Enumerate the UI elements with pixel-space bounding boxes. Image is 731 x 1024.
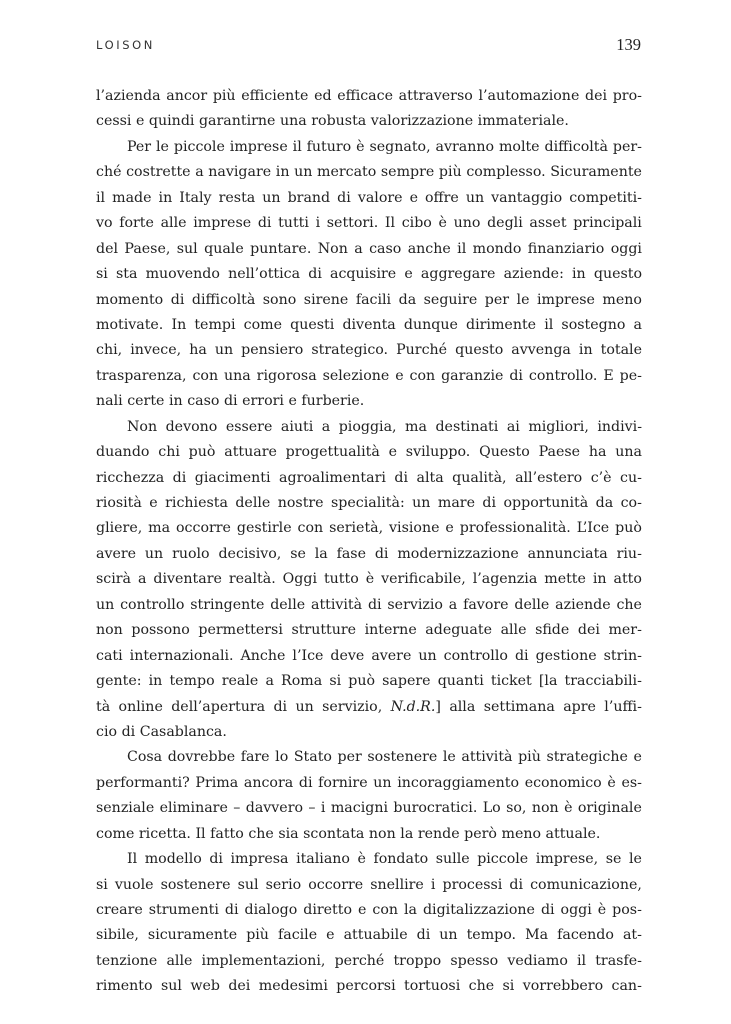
text-line: non possono permettersi strutture interne adeguate alle sfide dei mer- [96, 622, 642, 639]
text-line: cati internazionali. Anche l’Ice deve avere un controllo di gestione strin- [96, 647, 642, 664]
text-line: gliere, ma occorre gestirle con serietà, visione e professionalità. L’Ice può [96, 520, 642, 537]
text-line: Cosa dovrebbe fare lo Stato per sostenere le attività più strategiche e [127, 749, 642, 766]
text-line: ricchezza di giacimenti agroalimentari di alta qualità, all’estero c’è cu- [96, 469, 642, 486]
text-line: scirà a diventare realtà. Oggi tutto è verificabile, l’agenzia mette in atto [96, 571, 642, 588]
text-line: gente: in tempo reale a Roma si può sapere quanti ticket [la tracciabili- [96, 673, 642, 690]
text-line: avere un ruolo decisivo, se la fase di modernizzazione annunciata riu- [96, 545, 642, 562]
text-line: cessi e quindi garantirne una robusta valorizzazione immateriale. [96, 113, 569, 130]
text-line: tà online dell’apertura di un servizio, N.d.R.] alla settimana apre l’uffi- [96, 698, 642, 715]
text-line: un controllo stringente delle attività di servizio a favore delle aziende che [96, 596, 642, 613]
text-line: rimento sul web dei medesimi percorsi tortuosi che si vorrebbero can- [96, 978, 642, 995]
text-line: duando chi può attuare progettualità e sviluppo. Questo Paese ha una [96, 444, 642, 461]
text-line: performanti? Prima ancora di fornire un incoraggiamento economico è es- [96, 774, 642, 791]
text-line: ché costrette a navigare in un mercato sempre più complesso. Sicuramente [96, 164, 642, 181]
page-number: 139 [616, 35, 641, 54]
text-line: creare strumenti di dialogo diretto e con la digitalizzazione di oggi è pos- [96, 902, 642, 918]
text-line: chi, invece, ha un pensiero strategico. Purché questo avvenga in totale [96, 342, 642, 359]
running-head: LOISON [96, 38, 155, 52]
text-line: riosità e richiesta delle nostre specialità: un mare di opportunità da co- [96, 495, 642, 511]
text-line: si sta muovendo nell’ottica di acquisire e aggregare aziende: in questo [96, 266, 642, 283]
text-line: il made in Italy resta un brand di valore e offre un vantaggio competiti- [96, 189, 642, 206]
text-line: trasparenza, con una rigorosa selezione e con garanzie di controllo. E pe- [96, 367, 642, 384]
body-text [96, 84, 642, 1000]
text-line: momento di difficoltà sono sirene facili da seguire per le imprese meno [96, 291, 642, 308]
text-line: l’azienda ancor più efficiente ed efficace attraverso l’automazione dei pro- [96, 88, 642, 104]
text-line: si vuole sostenere sul serio occorre snellire i processi di comunicazione, [96, 876, 642, 893]
text-line: senziale eliminare – davvero – i macigni burocratici. Lo so, non è originale [96, 800, 642, 817]
text-line: vo forte alle imprese di tutti i settori. Il cibo è uno degli asset principali [96, 215, 642, 232]
text-line: del Paese, sul quale puntare. Non a caso anche il mondo finanziario oggi [96, 240, 642, 257]
text-line: sibile, sicuramente più facile e attuabile di un tempo. Ma facendo at- [96, 927, 642, 944]
text-line: tenzione alle implementazioni, perché troppo spesso vediamo il trasfe- [96, 952, 642, 969]
text-line: nali certe in caso di errori e furberie. [96, 393, 365, 410]
text-line: Per le piccole imprese il futuro è segnato, avranno molte difficoltà per- [127, 138, 642, 155]
text-line: come ricetta. Il fatto che sia scontata non la rende però meno attuale. [96, 825, 601, 842]
text-line: cio di Casablanca. [96, 723, 227, 740]
text-line: Non devono essere aiuti a pioggia, ma destinati ai migliori, indivi- [127, 418, 642, 435]
text-line: motivate. In tempi come questi diventa dunque dirimente il sostegno a [96, 316, 642, 333]
text-line: Il modello di impresa italiano è fondato sulle piccole imprese, se le [127, 851, 642, 868]
